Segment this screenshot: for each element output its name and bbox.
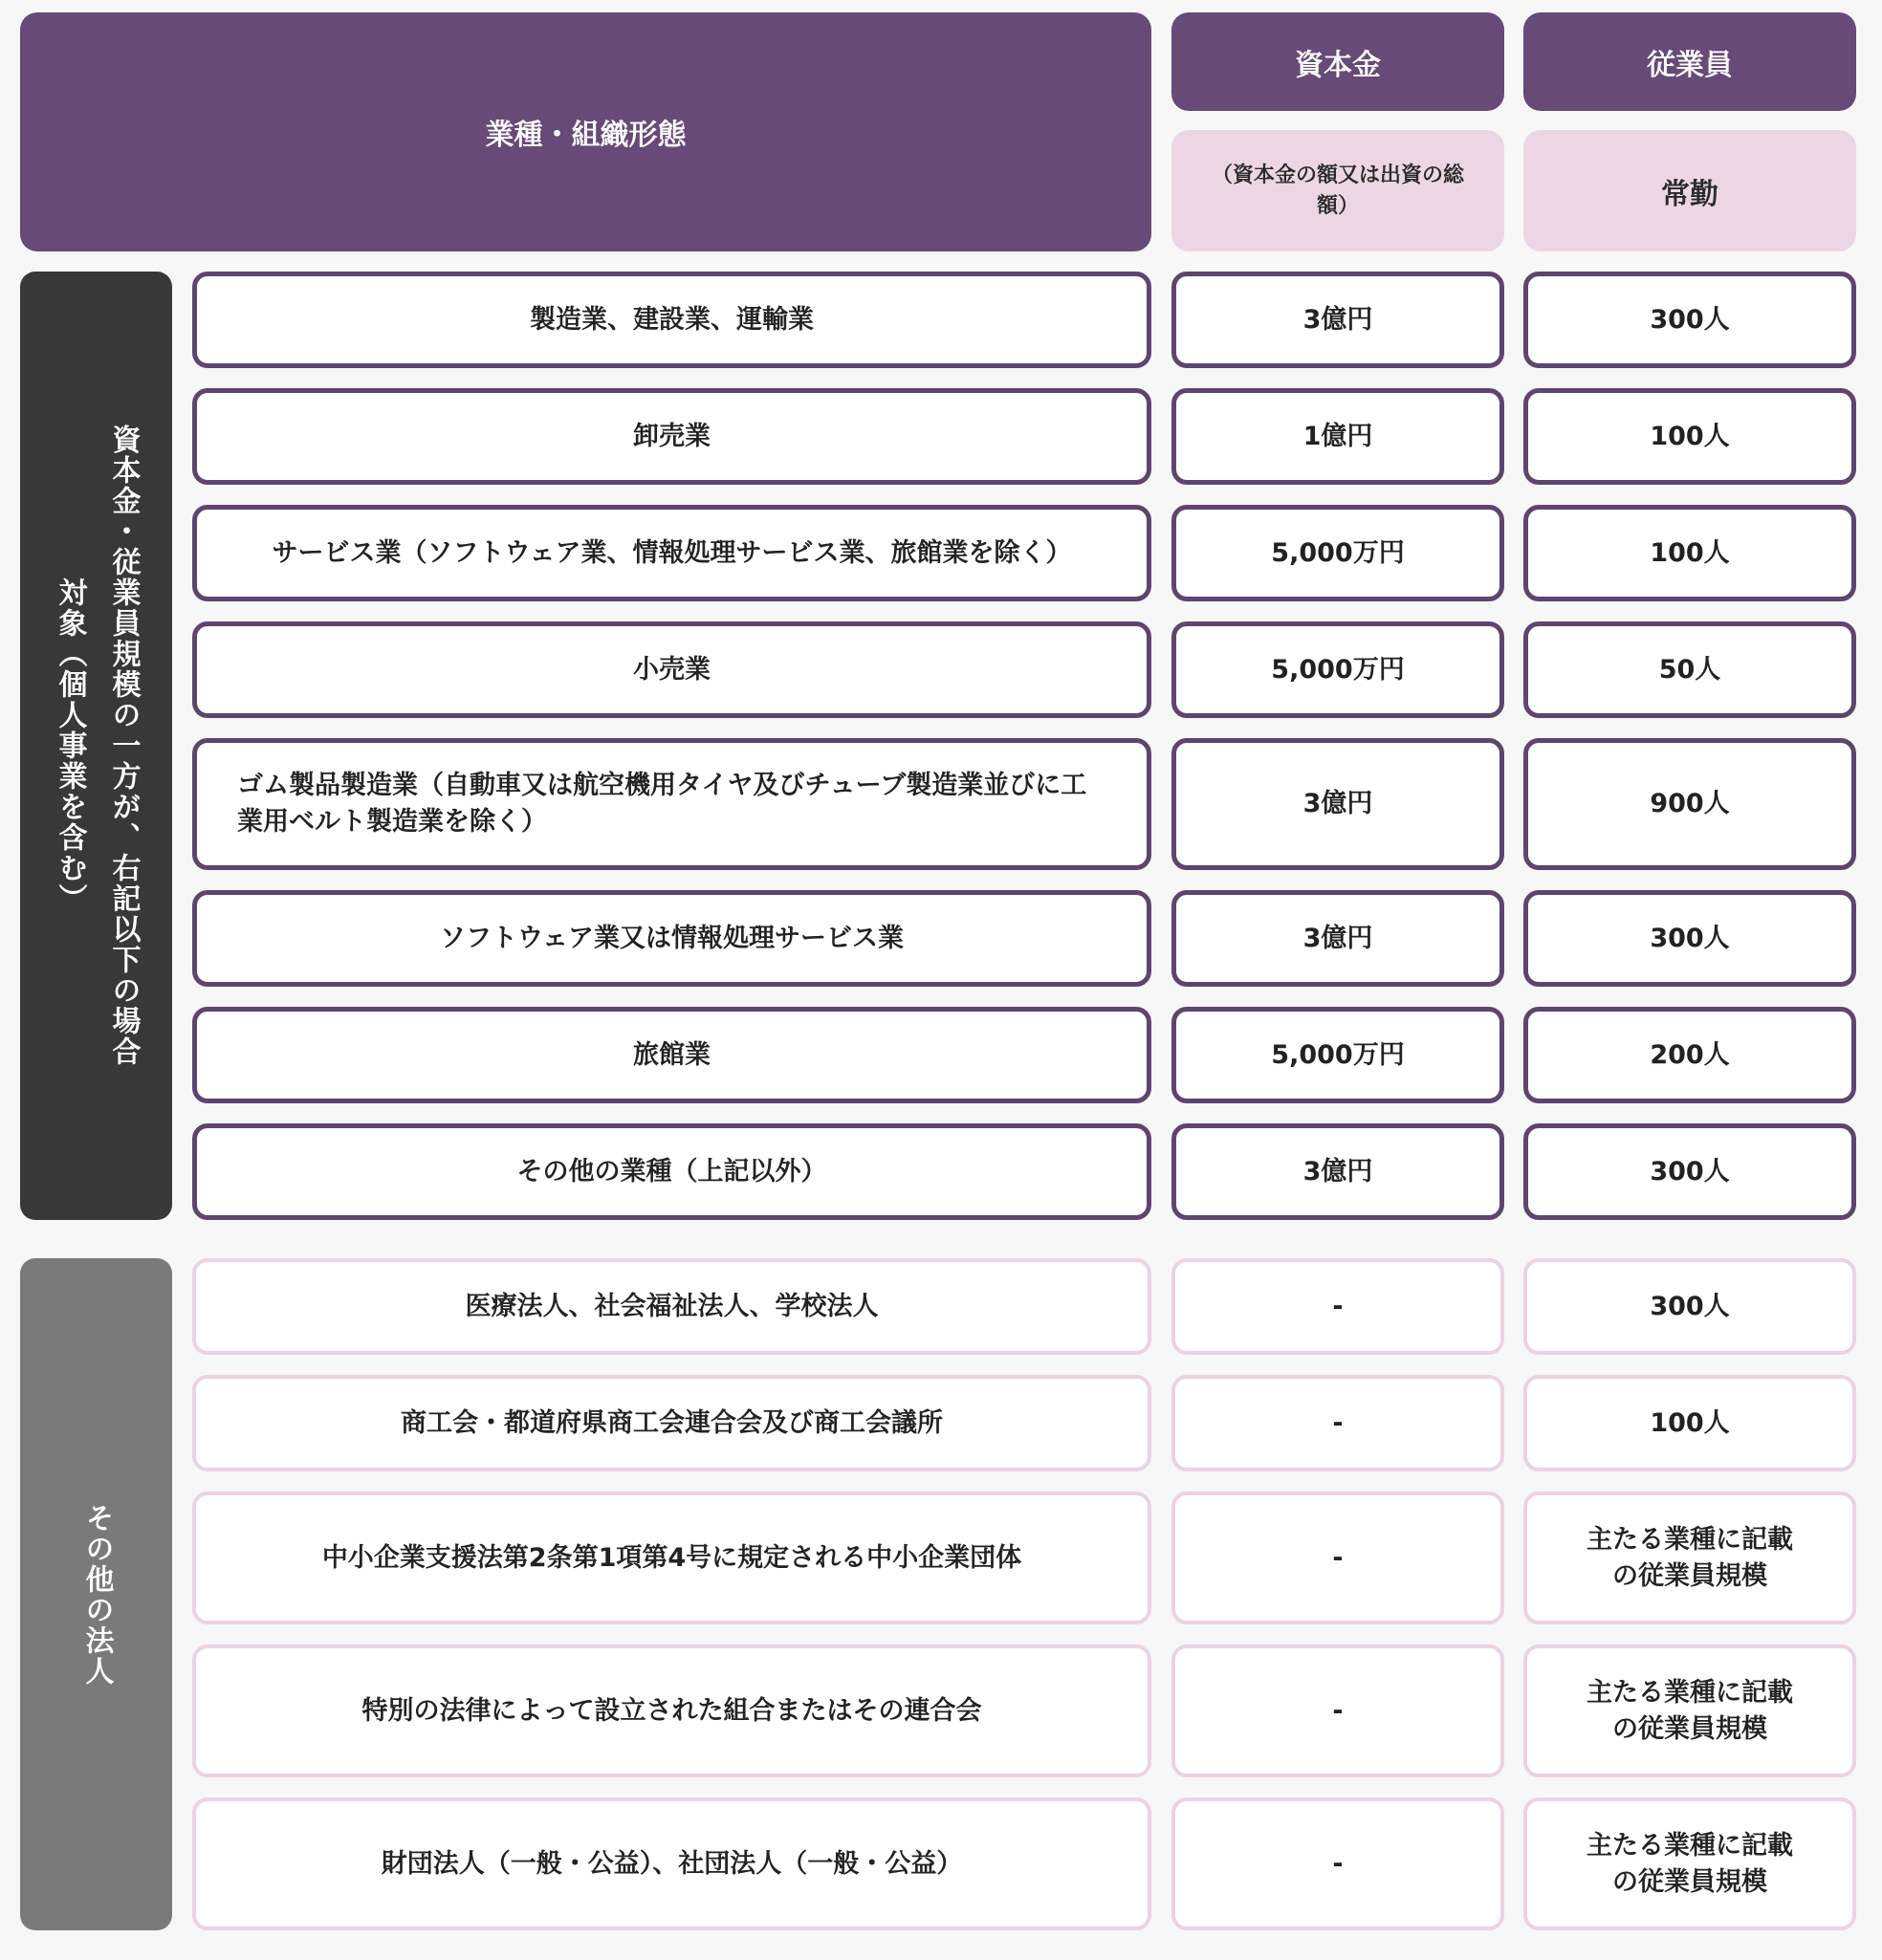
table-row-industry	[192, 388, 1151, 485]
capital-value: 1億円	[1302, 421, 1373, 451]
employees-value: 300人	[1650, 1156, 1730, 1187]
table-row-industry	[192, 1492, 1151, 1624]
table-row-industry	[192, 1644, 1151, 1777]
industry-text: 財団法人（一般・公益）、社団法人（一般・公益）	[381, 1848, 963, 1879]
employees-value: 300人	[1650, 923, 1730, 953]
table-row-industry	[192, 1375, 1151, 1471]
table-row-employees	[1523, 1258, 1856, 1355]
header-capital-cell	[1171, 12, 1504, 111]
header-industry-label: 業種・組織形態	[485, 119, 687, 152]
employees-value: 100人	[1650, 537, 1730, 568]
group-a-side-label	[20, 272, 172, 1220]
table-row-employees	[1523, 890, 1856, 987]
capital-value: 3億円	[1302, 1156, 1373, 1187]
employees-value: 200人	[1650, 1039, 1730, 1070]
group-b-side-label	[20, 1258, 172, 1930]
table-row-industry	[192, 890, 1151, 987]
industry-text: ゴム製品製造業（自動車又は航空機用タイヤ及びチューブ製造業並びに工業用ベルト製造業を除く）	[237, 771, 1087, 837]
header-employees-sub-cell	[1523, 130, 1856, 251]
employees-value: 300人	[1650, 1291, 1730, 1321]
table-row-capital	[1171, 1375, 1504, 1471]
capital-value: -	[1332, 1291, 1344, 1321]
capital-value: 3億円	[1302, 304, 1373, 335]
table-row-capital	[1171, 890, 1504, 987]
table-row-industry	[192, 1258, 1151, 1355]
industry-text: 小売業	[633, 654, 711, 685]
header-industry-cell	[20, 12, 1151, 251]
capital-value: 3億円	[1302, 789, 1373, 818]
employees-value: 50人	[1658, 654, 1721, 685]
employees-value: 900人	[1650, 789, 1730, 818]
group-b-label-text: その他の法人	[79, 1502, 114, 1687]
capital-value: -	[1332, 1407, 1344, 1438]
industry-text: 商工会・都道府県商工会連合会及び商工会議所	[401, 1407, 943, 1438]
table-row-industry	[192, 505, 1151, 601]
industry-text: ソフトウェア業又は情報処理サービス業	[440, 923, 904, 953]
header-employees-sub-label: 常勤	[1661, 177, 1718, 211]
industry-text: 卸売業	[633, 421, 711, 451]
industry-text: 旅館業	[633, 1039, 711, 1070]
industry-text: 製造業、建設業、運輸業	[530, 304, 814, 335]
employees-value: 100人	[1650, 1407, 1730, 1438]
capital-value: -	[1332, 1542, 1344, 1573]
employees-value: 主たる業種に記載の従業員規模	[1587, 1830, 1793, 1897]
capital-value: 5,000万円	[1271, 537, 1405, 568]
capital-value: 5,000万円	[1271, 1039, 1405, 1070]
table-row-employees	[1523, 1123, 1856, 1220]
table-row-capital	[1171, 272, 1504, 368]
table-row-capital	[1171, 1258, 1504, 1355]
employees-value: 主たる業種に記載の従業員規模	[1587, 1677, 1793, 1744]
table-row-employees	[1523, 272, 1856, 368]
industry-text: サービス業（ソフトウェア業、情報処理サービス業、旅館業を除く）	[272, 537, 1072, 568]
industry-text: 特別の法律によって設立された組合またはその連合会	[361, 1695, 982, 1726]
table-row-employees	[1523, 1797, 1856, 1930]
capital-value: -	[1332, 1848, 1344, 1879]
table-row-capital	[1171, 1007, 1504, 1103]
industry-text: 医療法人、社会福祉法人、学校法人	[465, 1291, 879, 1321]
table-row-industry	[192, 738, 1151, 870]
table-row-employees	[1523, 1492, 1856, 1624]
table-row-industry	[192, 1123, 1151, 1220]
employees-value: 主たる業種に記載の従業員規模	[1587, 1524, 1793, 1591]
table-row-industry	[192, 1007, 1151, 1103]
table-row-industry	[192, 621, 1151, 718]
table-row-capital	[1171, 388, 1504, 485]
header-employees-cell	[1523, 12, 1856, 111]
table-row-capital	[1171, 1797, 1504, 1930]
table-row-employees	[1523, 1007, 1856, 1103]
header-capital-sub-label: （資本金の額又は出資の総額）	[1211, 163, 1464, 218]
header-capital-sub-cell	[1171, 130, 1504, 251]
table-row-industry	[192, 272, 1151, 368]
table-row-capital	[1171, 621, 1504, 718]
table-row-employees	[1523, 388, 1856, 485]
table-row-employees	[1523, 505, 1856, 601]
industry-text: 中小企業支援法第2条第1項第4号に規定される中小企業団体	[321, 1542, 1022, 1573]
capital-value: 3億円	[1302, 923, 1373, 953]
capital-value: 5,000万円	[1271, 654, 1405, 685]
table-row-capital	[1171, 1123, 1504, 1220]
header-capital-label: 資本金	[1295, 48, 1381, 82]
group-a-label-text: 資本金・従業員規模の一方が、右記以下の場合対象（個人事業を含む）	[53, 425, 141, 1067]
employees-value: 300人	[1650, 304, 1730, 335]
table-row-capital	[1171, 738, 1504, 870]
table-row-capital	[1171, 505, 1504, 601]
table-row-employees	[1523, 1375, 1856, 1471]
table-row-employees	[1523, 738, 1856, 870]
table-row-capital	[1171, 1492, 1504, 1624]
employees-value: 100人	[1650, 421, 1730, 451]
industry-text: その他の業種（上記以外）	[516, 1156, 827, 1187]
table-row-industry	[192, 1797, 1151, 1930]
table-row-capital	[1171, 1644, 1504, 1777]
table-row-employees	[1523, 621, 1856, 718]
capital-value: -	[1332, 1695, 1344, 1726]
table-row-employees	[1523, 1644, 1856, 1777]
header-employees-label: 従業員	[1647, 48, 1733, 82]
